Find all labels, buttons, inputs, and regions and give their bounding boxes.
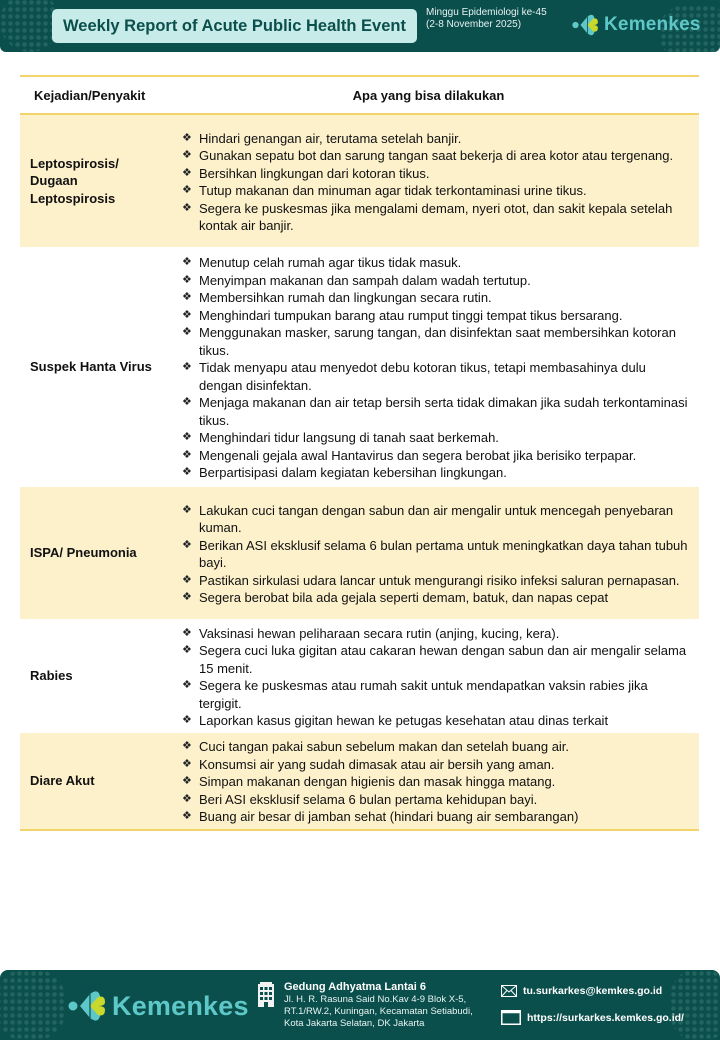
epi-week-info bbox=[426, 7, 547, 31]
list-item-text: Mengenali gejala awal Hantavirus dan segera berobat jika berisiko terpapar. bbox=[199, 447, 637, 463]
list-item-text: Berikan ASI eksklusif selama 6 bulan pertama untuk meningkatkan daya tahan tubuh bayi. bbox=[199, 537, 688, 570]
disease-name bbox=[20, 358, 180, 376]
contact-email[interactable] bbox=[501, 985, 662, 997]
list-item-text: Simpan makanan dengan higienis dan masak hingga matang. bbox=[199, 774, 556, 790]
diamond-bullet-icon: ❖ bbox=[182, 396, 192, 409]
list-item-text: Menghindari tidur langsung di tanah saat berkemah. bbox=[199, 430, 499, 446]
disease-name-line: Rabies bbox=[30, 668, 73, 684]
list-item bbox=[182, 808, 689, 826]
column-header-actions: Apa yang bisa dilakukan bbox=[352, 87, 505, 103]
table-row-rabies bbox=[20, 619, 699, 733]
batik-pattern-decoration bbox=[0, 970, 65, 1040]
list-item bbox=[182, 447, 689, 465]
building-name: Gedung Adhyatma Lantai 6 bbox=[284, 981, 427, 993]
list-item bbox=[182, 254, 689, 272]
disease-name bbox=[20, 667, 180, 685]
table-row-hanta-virus bbox=[20, 247, 699, 487]
disease-name-line: Leptospirosis/ bbox=[30, 155, 119, 171]
diamond-bullet-icon: ❖ bbox=[182, 644, 192, 656]
list-item-text: Menghindari tumpukan barang atau rumput tinggi tempat tikus bersarang. bbox=[199, 307, 623, 323]
list-item bbox=[182, 756, 689, 774]
diamond-bullet-icon: ❖ bbox=[182, 740, 192, 753]
list-item bbox=[182, 272, 689, 290]
list-item bbox=[182, 394, 689, 429]
list-item-text: Konsumsi air yang sudah dimasak atau air bersih yang aman. bbox=[199, 756, 555, 772]
list-item-text: Pastikan sirkulasi udara lancar untuk mengurangi risiko infeksi saluran pernapasan. bbox=[199, 572, 680, 588]
diamond-bullet-icon: ❖ bbox=[182, 256, 192, 269]
diamond-bullet-icon: ❖ bbox=[182, 149, 192, 161]
list-item bbox=[182, 537, 689, 572]
column-header-disease: Kejadian/Penyakit bbox=[34, 87, 146, 103]
list-item-text: Cuci tangan pakai sabun sebelum makan dan setelah buang air. bbox=[199, 739, 570, 755]
email-link[interactable]: tu.surkarkes@kemkes.go.id bbox=[523, 985, 663, 997]
diamond-bullet-icon: ❖ bbox=[182, 810, 192, 823]
table-bottom-rule bbox=[20, 829, 699, 831]
diamond-bullet-icon: ❖ bbox=[182, 591, 192, 603]
list-item bbox=[182, 712, 689, 730]
list-item-text: Menutup celah rumah agar tikus tidak masuk. bbox=[199, 255, 462, 271]
list-item bbox=[182, 130, 689, 148]
batik-pattern-decoration bbox=[670, 970, 720, 1040]
report-footer bbox=[0, 970, 720, 1040]
action-list bbox=[180, 620, 699, 733]
disease-name bbox=[20, 772, 180, 790]
kemenkes-logo-text: Kemenkes bbox=[604, 14, 701, 35]
list-item-text: Laporkan kasus gigitan hewan ke petugas kesehatan atau dinas terkait bbox=[199, 713, 609, 728]
table-row-diare-akut bbox=[20, 733, 699, 829]
table-row-ispa-pneumonia bbox=[20, 487, 699, 619]
diamond-bullet-icon: ❖ bbox=[182, 626, 192, 639]
disease-name bbox=[20, 544, 180, 562]
diamond-bullet-icon: ❖ bbox=[182, 201, 192, 214]
list-item bbox=[182, 324, 689, 359]
list-item-text: Tutup makanan dan minuman agar tidak terkontaminasi urine tikus. bbox=[199, 183, 587, 198]
list-item-text: Tidak menyapu atau menyedot debu kotoran tikus, tetapi membasahinya dulu dengan disinfektan. bbox=[199, 360, 646, 393]
list-item-text: Berpartisipasi dalam kegiatan kebersihan lingkungan. bbox=[199, 465, 507, 481]
list-item bbox=[182, 429, 689, 447]
diamond-bullet-icon: ❖ bbox=[182, 679, 192, 691]
list-item bbox=[182, 464, 689, 482]
list-item bbox=[182, 359, 689, 394]
list-item bbox=[182, 200, 689, 235]
list-item-text: Gunakan sepatu bot dan sarung tangan saat bekerja di area kotor atau tergenang. bbox=[199, 148, 674, 163]
diamond-bullet-icon: ❖ bbox=[182, 757, 192, 770]
address-line: RT.1/RW.2, Kuningan, Kecamatan Setiabudi, bbox=[284, 1006, 473, 1017]
list-item bbox=[182, 182, 689, 200]
epi-week-dates: (2-8 November 2025) bbox=[426, 19, 522, 30]
list-item bbox=[182, 165, 689, 183]
action-list bbox=[180, 497, 699, 610]
kemenkes-logo bbox=[572, 11, 701, 39]
disease-name bbox=[20, 155, 180, 208]
office-address bbox=[284, 980, 473, 1030]
list-item bbox=[182, 589, 689, 607]
diamond-bullet-icon: ❖ bbox=[182, 503, 192, 516]
address-line: Kota Jakarta Selatan, DK Jakarta bbox=[284, 1018, 425, 1029]
disease-name-line: Diare Akut bbox=[30, 773, 95, 789]
list-item-text: Bersihkan lingkungan dari kotoran tikus. bbox=[199, 165, 430, 181]
website-link[interactable]: https://surkarkes.kemkes.go.id/ bbox=[527, 1011, 684, 1024]
kemenkes-logo-icon bbox=[572, 11, 600, 39]
contact-website[interactable] bbox=[501, 1010, 684, 1025]
action-list bbox=[180, 733, 699, 829]
action-list bbox=[180, 249, 699, 485]
envelope-icon bbox=[501, 985, 517, 997]
disease-name-line: Suspek Hanta Virus bbox=[30, 359, 152, 375]
diamond-bullet-icon: ❖ bbox=[182, 308, 192, 321]
diamond-bullet-icon: ❖ bbox=[182, 431, 192, 444]
list-item-text: Vaksinasi hewan peliharaan secara rutin (anjing, kucing, kera). bbox=[199, 625, 560, 641]
table-header bbox=[20, 75, 699, 115]
diamond-bullet-icon: ❖ bbox=[182, 273, 192, 286]
list-item-text: Menyimpan makanan dan sampah dalam wadah tertutup. bbox=[199, 272, 531, 288]
diamond-bullet-icon: ❖ bbox=[182, 291, 192, 304]
list-item bbox=[182, 642, 689, 677]
list-item-text: Segera berobat bila ada gejala seperti demam, batuk, dan napas cepat bbox=[199, 590, 609, 605]
diamond-bullet-icon: ❖ bbox=[182, 538, 192, 551]
batik-pattern-decoration bbox=[0, 0, 60, 52]
list-item bbox=[182, 289, 689, 307]
list-item bbox=[182, 791, 689, 809]
diamond-bullet-icon: ❖ bbox=[182, 792, 192, 805]
list-item bbox=[182, 502, 689, 537]
list-item-text: Menjaga makanan dan air tetap bersih serta tidak dimakan jika sudah terkontaminasi tikus. bbox=[199, 395, 688, 428]
diamond-bullet-icon: ❖ bbox=[182, 714, 192, 726]
kemenkes-logo-icon bbox=[68, 986, 108, 1026]
list-item-text: Beri ASI eksklusif selama 6 bulan pertama kehidupan bayi. bbox=[199, 791, 538, 807]
diamond-bullet-icon: ❖ bbox=[182, 131, 192, 144]
disease-name-line: Leptospirosis bbox=[30, 190, 116, 206]
diamond-bullet-icon: ❖ bbox=[182, 361, 192, 374]
diamond-bullet-icon: ❖ bbox=[182, 184, 192, 196]
disease-name-line: ISPA/ Pneumonia bbox=[30, 545, 137, 561]
list-item-text: Menggunakan masker, sarung tangan, dan disinfektan saat membersihkan kotoran tikus. bbox=[199, 325, 676, 358]
action-list bbox=[180, 125, 699, 238]
diamond-bullet-icon: ❖ bbox=[182, 326, 192, 339]
list-item bbox=[182, 147, 689, 165]
list-item bbox=[182, 307, 689, 325]
diamond-bullet-icon: ❖ bbox=[182, 573, 192, 586]
address-line: Jl. H. R. Rasuna Said No.Kav 4-9 Blok X-5, bbox=[284, 994, 467, 1005]
list-item bbox=[182, 738, 689, 756]
diamond-bullet-icon: ❖ bbox=[182, 775, 192, 788]
report-header bbox=[0, 0, 720, 52]
list-item bbox=[182, 625, 689, 643]
list-item bbox=[182, 572, 689, 590]
kemenkes-logo bbox=[68, 986, 249, 1026]
diamond-bullet-icon: ❖ bbox=[182, 466, 192, 479]
list-item-text: Membersihkan rumah dan lingkungan secara rutin. bbox=[199, 290, 492, 306]
list-item bbox=[182, 773, 689, 791]
list-item-text: Segera ke puskesmas jika mengalami demam, nyeri otot, dan sakit kepala setelah kontak air banjir. bbox=[199, 200, 673, 233]
kemenkes-logo-text: Kemenkes bbox=[112, 990, 249, 1021]
browser-window-icon bbox=[501, 1010, 521, 1025]
actions-table bbox=[20, 75, 699, 831]
list-item-text: Segera cuci luka gigitan atau cakaran hewan dengan sabun dan air mengalir selama 15 menit. bbox=[199, 643, 687, 676]
list-item-text: Hindari genangan air, terutama setelah banjir. bbox=[199, 130, 462, 146]
list-item-text: Segera ke puskesmas atau rumah sakit untuk mendapatkan vaksin rabies jika tergigit. bbox=[199, 678, 648, 711]
building-icon bbox=[257, 982, 275, 1008]
diamond-bullet-icon: ❖ bbox=[182, 448, 192, 461]
list-item-text: Lakukan cuci tangan dengan sabun dan air mengalir untuk mencegah penyebaran kuman. bbox=[199, 502, 674, 535]
diamond-bullet-icon: ❖ bbox=[182, 166, 192, 179]
table-row-leptospirosis bbox=[20, 115, 699, 247]
list-item bbox=[182, 677, 689, 712]
disease-name-line: Dugaan bbox=[30, 173, 78, 189]
list-item-text: Buang air besar di jamban sehat (hindari buang air sembarangan) bbox=[199, 809, 579, 825]
report-title: Weekly Report of Acute Public Health Event bbox=[52, 9, 417, 43]
epi-week-label: Minggu Epidemiologi ke-45 bbox=[426, 7, 547, 18]
